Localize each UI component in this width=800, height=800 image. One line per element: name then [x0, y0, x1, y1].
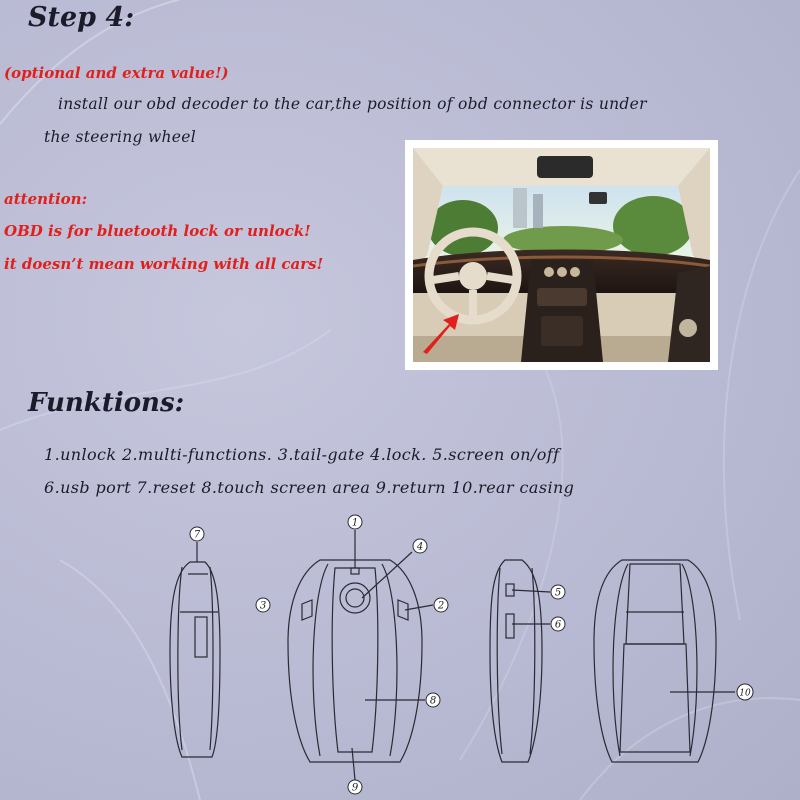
label-5: 5 — [554, 587, 562, 599]
car-interior-illustration — [413, 148, 710, 362]
funktions-list-line-2: 6.usb port 7.reset 8.touch screen area 9.return 10.rear casing — [44, 478, 575, 497]
label-2: 2 — [437, 600, 445, 612]
attention-label: attention: — [4, 190, 88, 208]
label-9: 9 — [351, 782, 359, 794]
attention-line-1: OBD is for bluetooth lock or unlock! — [4, 222, 311, 240]
install-instruction-line-2: the steering wheel — [44, 128, 196, 146]
funktions-title: Funktions: — [28, 388, 185, 418]
car-interior-photo — [405, 140, 718, 370]
label-10: 10 — [739, 688, 751, 699]
label-8: 8 — [429, 695, 437, 707]
label-6: 6 — [554, 619, 562, 631]
optional-note: (optional and extra value!) — [4, 64, 229, 82]
fob-rear-view — [594, 560, 716, 762]
step-title: Step 4: — [28, 2, 135, 33]
label-4: 4 — [416, 541, 424, 553]
key-fob-diagram — [150, 512, 770, 797]
attention-line-2: it doesn’t mean working with all cars! — [4, 255, 324, 273]
fob-side-view-left — [170, 562, 220, 757]
fob-front-view — [288, 560, 422, 762]
label-3: 3 — [259, 600, 267, 612]
label-7: 7 — [193, 529, 201, 541]
label-1: 1 — [351, 517, 359, 529]
funktions-list-line-1: 1.unlock 2.multi-functions. 3.tail-gate 4.lock. 5.screen on/off — [44, 445, 560, 464]
install-instruction-line-1: install our obd decoder to the car,the position of obd connector is under — [58, 95, 647, 113]
